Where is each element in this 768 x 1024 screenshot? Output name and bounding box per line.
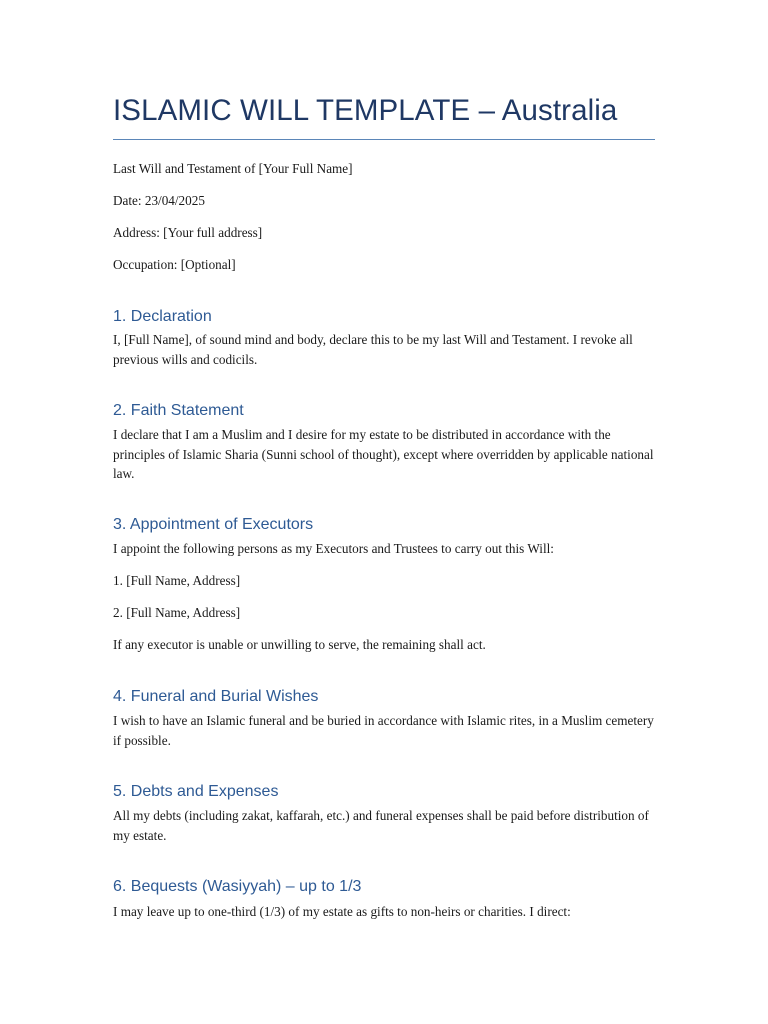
section-paragraph: All my debts (including zakat, kaffarah, etc.) and funeral expenses shall be paid before distribution of my estate.	[113, 808, 649, 843]
testament-of-line: Last Will and Testament of [Your Full Name]	[113, 161, 353, 176]
section-paragraph: I wish to have an Islamic funeral and be buried in accordance with Islamic rites, in a Muslim cemetery if possible.	[113, 713, 654, 748]
section-paragraph: I, [Full Name], of sound mind and body, declare this to be my last Will and Testament. I revoke all previous wills and codicils.	[113, 332, 633, 367]
occupation-line: Occupation: [Optional]	[113, 257, 236, 272]
section-paragraph: I appoint the following persons as my Executors and Trustees to carry out this Will:	[113, 541, 554, 556]
section-heading-faith-statement: 2. Faith Statement	[113, 402, 244, 419]
executor-list-item: 2. [Full Name, Address]	[113, 605, 241, 620]
title-underline	[113, 139, 655, 140]
section-heading-appointment-of-executors: 3. Appointment of Executors	[113, 516, 314, 533]
executor-list-item: 1. [Full Name, Address]	[113, 573, 241, 588]
address-line: Address: [Your full address]	[113, 225, 263, 240]
document-title: ISLAMIC WILL TEMPLATE – Australia	[113, 94, 618, 127]
section-paragraph: I declare that I am a Muslim and I desire for my estate to be distributed in accordance with the principles of Islamic Sharia (Sunni school of thought), except where overridden by applicable national law.	[113, 427, 654, 481]
section-heading-declaration: 1. Declaration	[113, 308, 212, 325]
date-line: Date: 23/04/2025	[113, 193, 205, 208]
section-paragraph: I may leave up to one-third (1/3) of my estate as gifts to non-heirs or charities. I direct:	[113, 904, 571, 919]
section-heading-funeral-and-burial-wishes: 4. Funeral and Burial Wishes	[113, 688, 319, 705]
section-heading-bequests: 6. Bequests (Wasiyyah) – up to 1/3	[113, 878, 362, 895]
section-paragraph: If any executor is unable or unwilling to serve, the remaining shall act.	[113, 637, 486, 652]
section-heading-debts-and-expenses: 5. Debts and Expenses	[113, 783, 279, 800]
